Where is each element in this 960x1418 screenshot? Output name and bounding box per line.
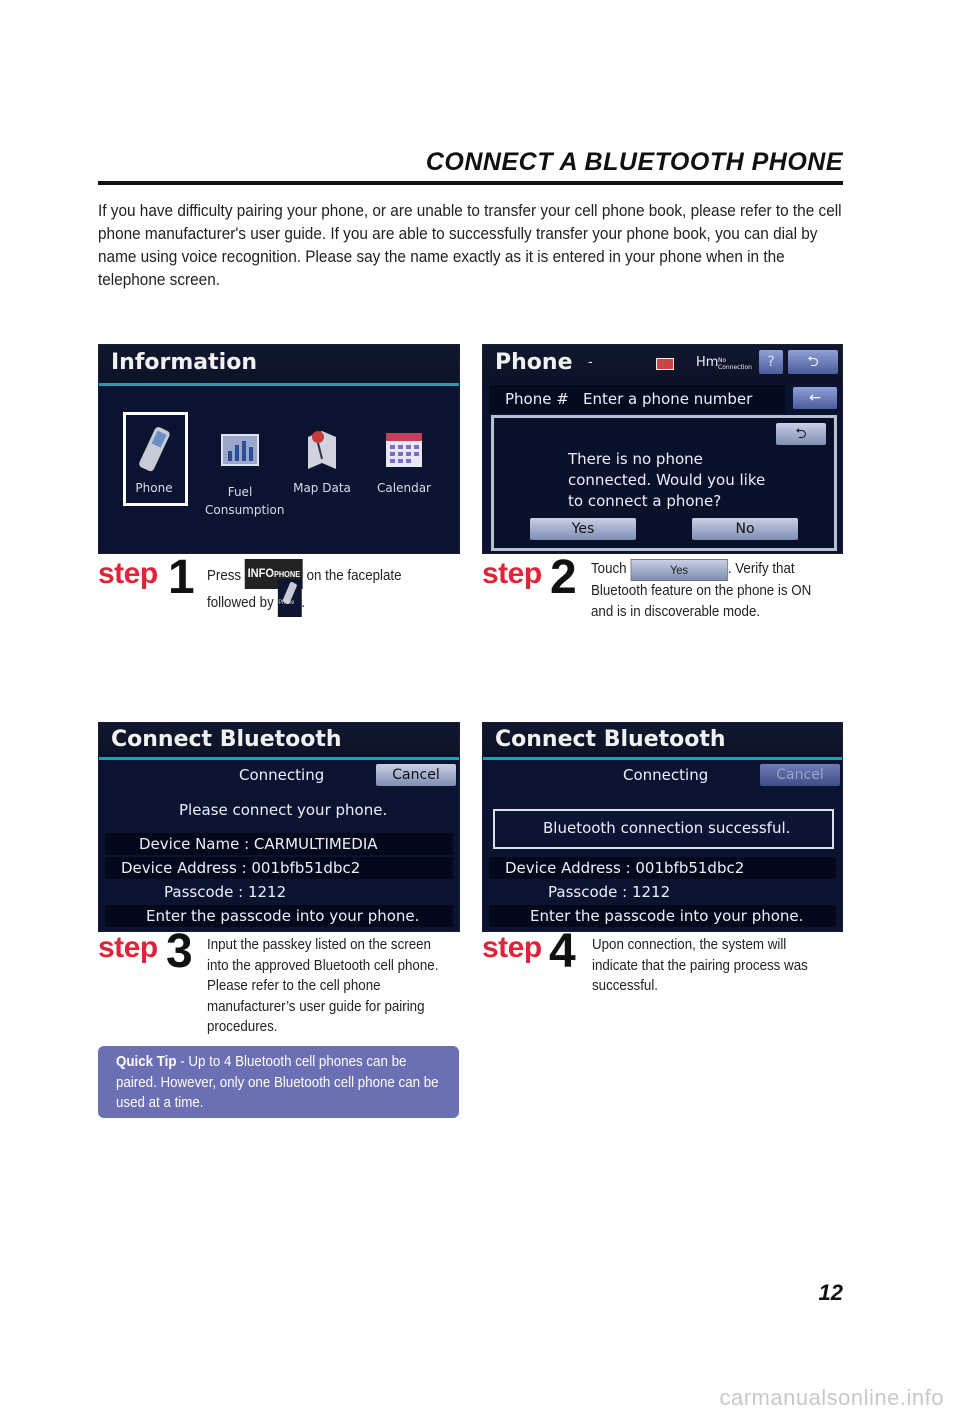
step-2-caption bbox=[591, 559, 849, 622]
step-label: step bbox=[482, 557, 542, 590]
step-3-caption: Input the passkey listed on the screen into the approved Bluetooth cell phone. Please refer to the cell phone manufacturer’s user guide for pairing procedures. bbox=[207, 937, 439, 1035]
screen-title: Connect Bluetooth bbox=[495, 727, 726, 752]
confirm-dialog bbox=[491, 415, 837, 551]
header-hm: Hm bbox=[696, 355, 719, 370]
yes-button[interactable]: Yes bbox=[530, 518, 636, 540]
enter-passcode-text: Enter the passcode into your phone. bbox=[530, 907, 804, 925]
passcode: Passcode : 1212 bbox=[548, 883, 671, 901]
intro-paragraph: If you have difficulty pairing your phone, or are unable to transfer your cell phone book, please refer to the cell phone manufacturer's user guide. If you are able to successfully transfer your phone book, you can dial by name using voice recognition. Please say the name exactly as it is entered in your phone when in the telephone screen. bbox=[98, 202, 842, 289]
yes-button-image: Yes bbox=[630, 559, 728, 581]
screen-title: Connect Bluetooth bbox=[111, 727, 342, 752]
success-banner bbox=[493, 809, 834, 849]
quick-tip-box bbox=[98, 1046, 459, 1118]
phone-number-row bbox=[489, 385, 785, 413]
header-dash: - bbox=[588, 355, 593, 370]
phone-icon-label: Phone bbox=[278, 600, 295, 606]
screen-header bbox=[483, 723, 842, 760]
screen-information bbox=[98, 344, 460, 554]
device-address: Device Address : 001bfb51dbc2 bbox=[505, 859, 745, 877]
phone-key-label: PHONE bbox=[273, 570, 301, 579]
screen-title: Information bbox=[111, 350, 257, 375]
map-pin-icon bbox=[300, 425, 344, 475]
watermark: carmanualsonline.info bbox=[719, 1385, 944, 1410]
no-connection-status: No Connection bbox=[718, 357, 752, 371]
step-number: 1 bbox=[168, 551, 195, 604]
cancel-button-disabled[interactable]: Cancel bbox=[760, 764, 840, 786]
step-number: 2 bbox=[550, 551, 577, 604]
step-label: step bbox=[98, 931, 158, 964]
phone-number-label: Phone # bbox=[505, 390, 569, 408]
step-label: step bbox=[482, 931, 542, 964]
battery-icon bbox=[656, 358, 674, 370]
step-4-caption: Upon connection, the system will indicate that the pairing process was successful. bbox=[592, 937, 808, 994]
device-address: Device Address : 001bfb51dbc2 bbox=[121, 859, 361, 877]
step-label: step bbox=[98, 557, 158, 590]
page-number: 12 bbox=[818, 1280, 843, 1305]
step-2-line-2: Bluetooth feature on the phone is ON bbox=[591, 583, 812, 599]
screen-title: Phone bbox=[495, 350, 573, 375]
press-text: Press bbox=[207, 568, 242, 584]
followed-text: followed by bbox=[207, 594, 274, 611]
success-message: Bluetooth connection successful. bbox=[543, 819, 791, 837]
step-number: 3 bbox=[166, 925, 193, 978]
tile-phone[interactable] bbox=[124, 425, 184, 495]
phone-number-input[interactable]: Enter a phone number bbox=[583, 390, 753, 408]
step-1-caption bbox=[207, 563, 446, 617]
screen-header bbox=[483, 345, 842, 383]
dialog-line-1: There is no phone bbox=[568, 450, 703, 468]
phone-button-icon bbox=[277, 579, 301, 617]
connecting-status: Connecting bbox=[623, 766, 709, 784]
backspace-button[interactable]: ← bbox=[793, 387, 837, 409]
back-button[interactable]: ⮌ bbox=[788, 350, 838, 374]
cancel-button[interactable]: Cancel bbox=[376, 764, 456, 786]
tile-label: Fuel Consumption bbox=[205, 485, 285, 517]
dialog-line-2: connected. Would you like bbox=[568, 471, 766, 489]
verify-text: . Verify that bbox=[727, 561, 795, 577]
step-2-line-3: and is in discoverable mode. bbox=[591, 603, 761, 620]
calendar-icon bbox=[382, 425, 426, 475]
touch-text: Touch bbox=[591, 561, 627, 577]
dialog-line-3: to connect a phone? bbox=[568, 492, 722, 510]
dialog-back-button[interactable]: ⮌ bbox=[776, 423, 826, 445]
tile-label: Phone bbox=[135, 481, 173, 495]
info-key-label: INFO bbox=[247, 566, 274, 580]
faceplate-text: on the faceplate bbox=[306, 568, 402, 584]
connecting-status: Connecting bbox=[239, 766, 325, 784]
title-rule bbox=[98, 181, 843, 185]
tile-label: Map Data bbox=[293, 481, 351, 495]
tile-label: Calendar bbox=[377, 481, 431, 495]
tile-calendar[interactable] bbox=[371, 425, 437, 495]
period: . bbox=[301, 594, 306, 611]
screen-connect-bluetooth bbox=[98, 722, 460, 932]
screen-header bbox=[99, 345, 459, 386]
quick-tip-label: Quick Tip bbox=[116, 1054, 177, 1070]
screen-phone bbox=[482, 344, 843, 554]
enter-passcode-text: Enter the passcode into your phone. bbox=[146, 907, 420, 925]
device-name: Device Name : CARMULTIMEDIA bbox=[139, 835, 378, 853]
step-number: 4 bbox=[549, 925, 576, 978]
quick-tip-body: - Up to 4 Bluetooth cell phones can be paired. However, only one Bluetooth cell phone can be used at a time. bbox=[116, 1054, 439, 1111]
tile-map-data[interactable] bbox=[289, 425, 355, 495]
fuel-chart-icon bbox=[218, 427, 262, 477]
quick-tip-text bbox=[116, 1052, 440, 1114]
no-button[interactable]: No bbox=[692, 518, 798, 540]
screen-header bbox=[99, 723, 459, 760]
passcode: Passcode : 1212 bbox=[164, 883, 287, 901]
page-title: CONNECT A BLUETOOTH PHONE bbox=[425, 148, 843, 176]
phone-icon bbox=[132, 425, 176, 475]
tile-fuel-consumption[interactable] bbox=[205, 427, 285, 519]
help-button[interactable]: ? bbox=[759, 350, 783, 374]
screen-connect-success bbox=[482, 722, 843, 932]
connect-prompt: Please connect your phone. bbox=[179, 801, 388, 819]
